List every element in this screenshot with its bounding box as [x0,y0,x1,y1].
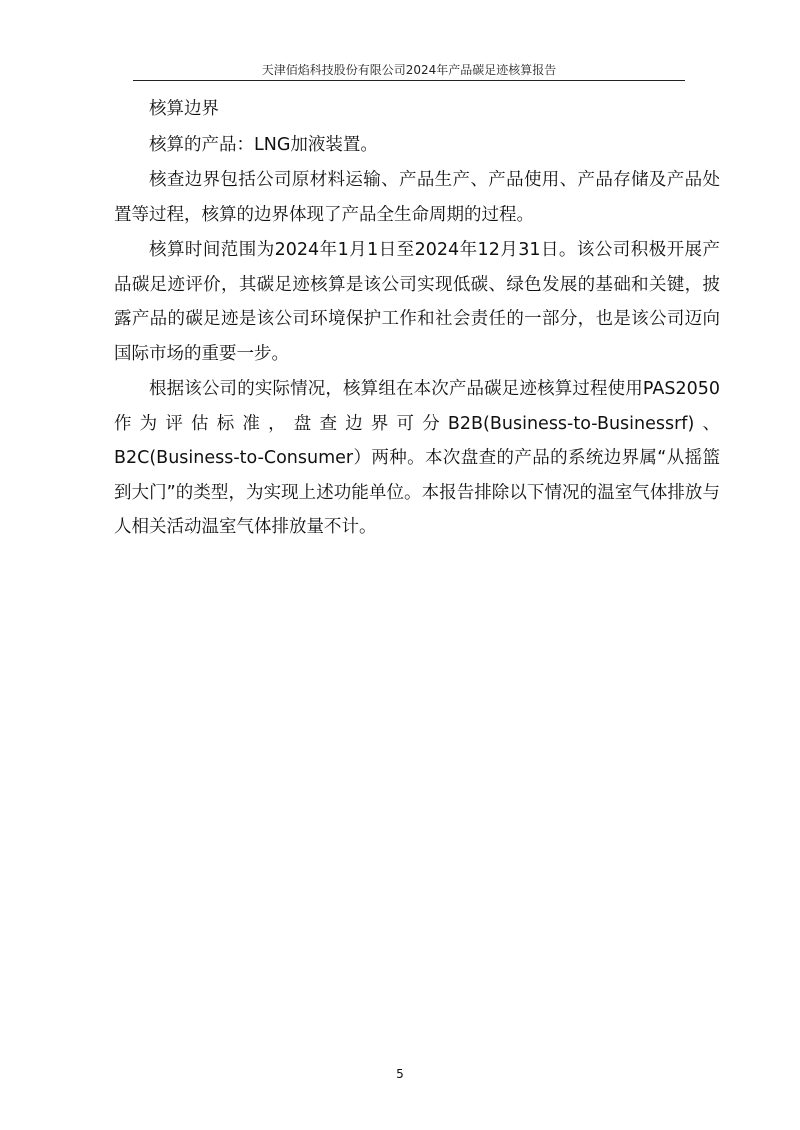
page-header [133,62,685,81]
paragraph-boundary: 核查边界包括公司原材料运输、产品生产、产品使用、产品存储及产品处置等过程，核算的边界体现了产品全生命周期的过程。 [114,170,720,225]
paragraph-standard: 根据该公司的实际情况，核算组在本次产品碳足迹核算过程使用PAS2050作为评估标准，盘查边界可分B2B(Business-to-Businessrf)、B2C(Business-to-Consumer）两种。本次盘查的产品的系统边界属“从摇篮到大门”的类型，为实现上述功能单位。本报告排除以下情况的温室气体排放与人相关活动温室气体排放量不计。 [114,379,720,537]
paragraph-time-range: 核算时间范围为2024年1月1日至2024年12月31日。该公司积极开展产品碳足迹评价，其碳足迹核算是该公司实现低碳、绿色发展的基础和关键，披露产品的碳足迹是该公司环境保护工作和社会责任的一部分，也是该公司迈向国际市场的重要一步。 [114,240,720,364]
section-heading: 核算边界 [149,99,219,119]
paragraph-product: 核算的产品：LNG加液装置。 [149,134,378,155]
document-body [114,92,720,545]
page-number: 5 [396,1067,404,1081]
header-title: 天津佰焰科技股份有限公司2024年产品碳足迹核算报告 [261,63,557,77]
